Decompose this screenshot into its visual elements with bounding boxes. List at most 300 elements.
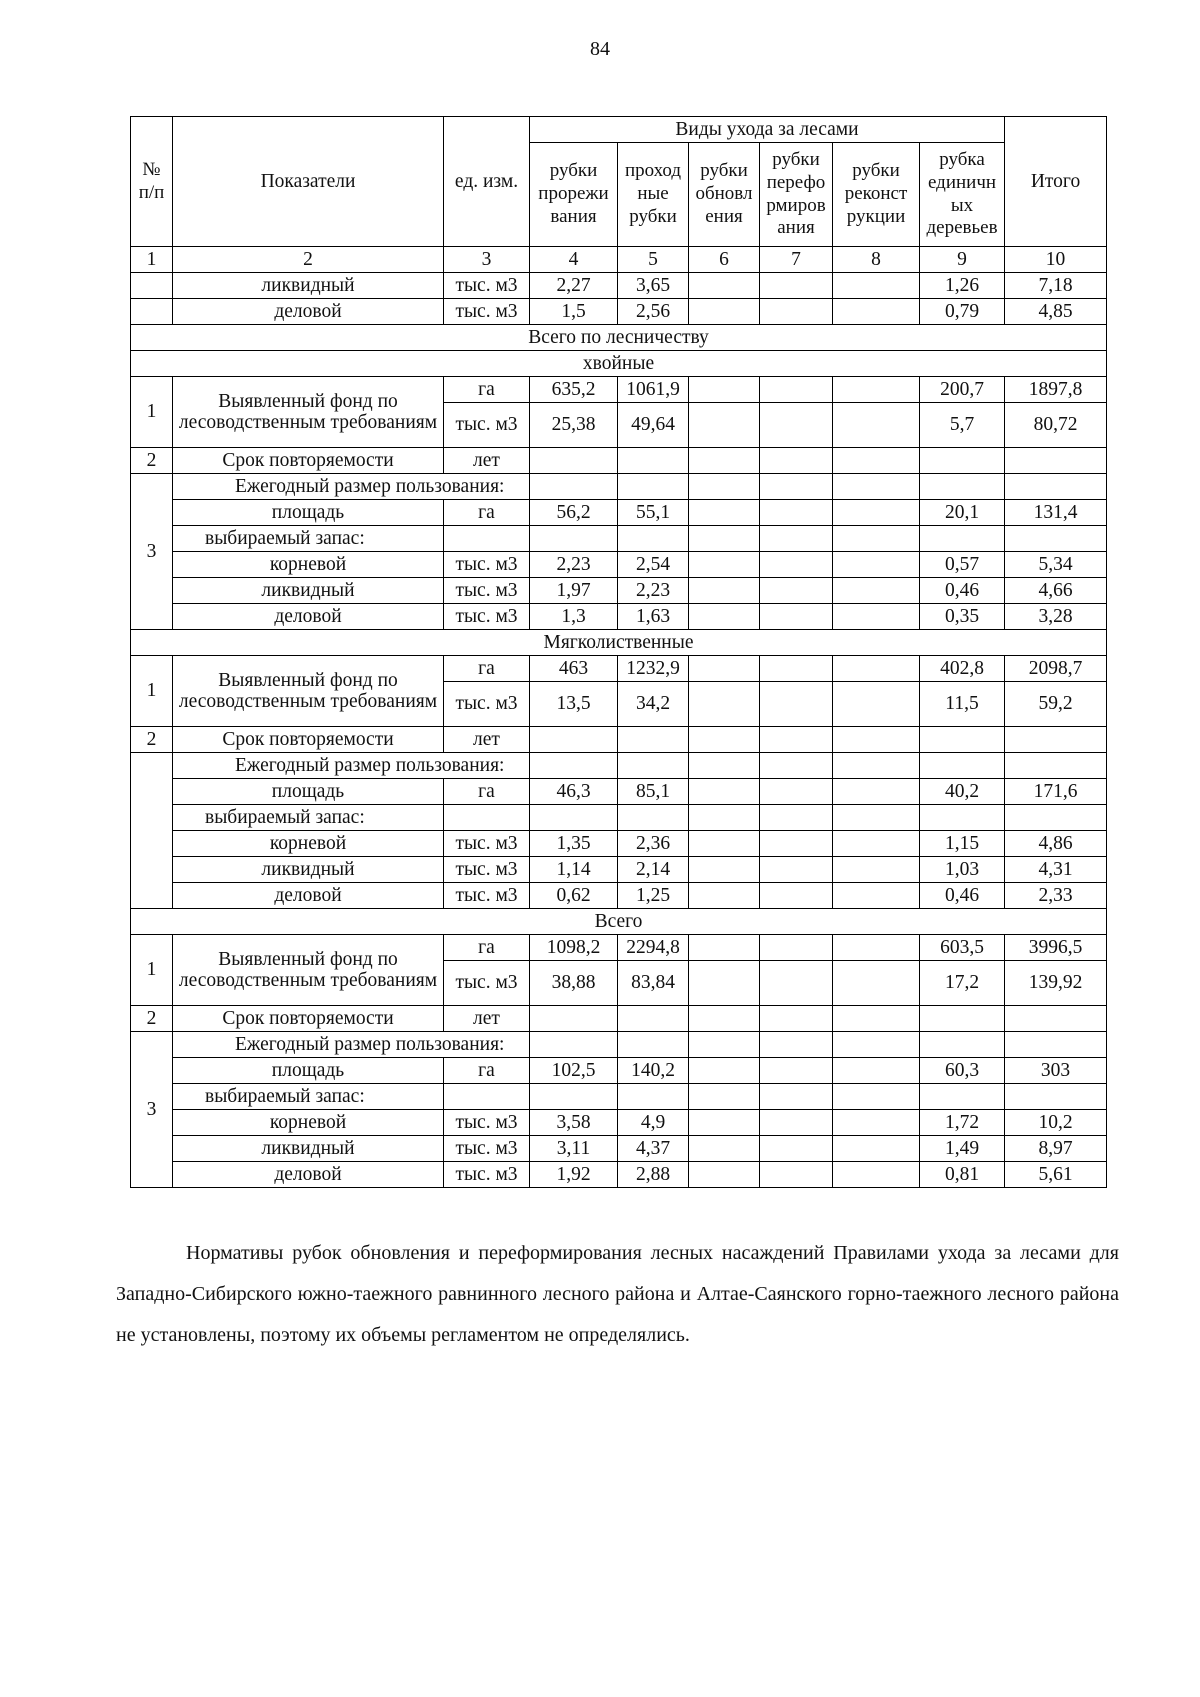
indicator-name: выбираемый запас: (173, 805, 444, 831)
section-heading-row (131, 325, 1107, 351)
value-renewal (689, 448, 760, 474)
indicator-name: Срок повторяемости (173, 448, 444, 474)
indicator-name: Срок повторяемости (173, 1006, 444, 1032)
value-single-tree: 603,5 (920, 935, 1005, 961)
value-reconstruction (833, 961, 920, 1006)
value-thinning: 1,92 (530, 1162, 618, 1188)
unit-cell (444, 1084, 530, 1110)
col-number: 3 (444, 247, 530, 273)
group-heading: Всего (131, 909, 1107, 935)
value-total: 303 (1005, 1058, 1107, 1084)
value-renewal (689, 1032, 760, 1058)
value-reconstruction (833, 831, 920, 857)
group-heading-row (131, 630, 1107, 656)
value-single-tree: 1,49 (920, 1136, 1005, 1162)
value-passage: 2,14 (618, 857, 689, 883)
unit-cell: лет (444, 727, 530, 753)
group-heading-row (131, 351, 1107, 377)
header-indicator: Показатели (173, 117, 444, 247)
value-renewal (689, 779, 760, 805)
row-number: 1 (131, 656, 173, 727)
usage-row (131, 552, 1107, 578)
value-renewal (689, 857, 760, 883)
usage-row (131, 1084, 1107, 1110)
col-number: 1 (131, 247, 173, 273)
col-number: 4 (530, 247, 618, 273)
value-total (1005, 448, 1107, 474)
usage-row (131, 1162, 1107, 1188)
value-total (1005, 1032, 1107, 1058)
value-reconstruction (833, 526, 920, 552)
value-passage: 3,65 (618, 273, 689, 299)
indicator-name: корневой (173, 1110, 444, 1136)
usage-row (131, 474, 1107, 500)
value-passage (618, 1084, 689, 1110)
value-total (1005, 474, 1107, 500)
value-single-tree (920, 474, 1005, 500)
indicator-name: корневой (173, 831, 444, 857)
value-reconstruction (833, 656, 920, 682)
value-thinning: 1,5 (530, 299, 618, 325)
value-reformation (760, 805, 833, 831)
value-reconstruction (833, 1136, 920, 1162)
indicator-name: площадь (173, 1058, 444, 1084)
value-thinning: 102,5 (530, 1058, 618, 1084)
value-reformation (760, 831, 833, 857)
value-passage: 2,56 (618, 299, 689, 325)
value-reconstruction (833, 1058, 920, 1084)
value-single-tree: 40,2 (920, 779, 1005, 805)
value-renewal (689, 273, 760, 299)
col-number: 9 (920, 247, 1005, 273)
value-reconstruction (833, 403, 920, 448)
value-reformation (760, 403, 833, 448)
indicator-name: деловой (173, 1162, 444, 1188)
value-renewal (689, 831, 760, 857)
value-total: 4,85 (1005, 299, 1107, 325)
value-reconstruction (833, 935, 920, 961)
header-num: № п/п (131, 117, 173, 247)
value-single-tree: 17,2 (920, 961, 1005, 1006)
header-type-reconstruction: рубки реконст рукции (833, 143, 920, 247)
value-passage (618, 753, 689, 779)
value-reformation (760, 727, 833, 753)
value-reformation (760, 753, 833, 779)
value-total: 3996,5 (1005, 935, 1107, 961)
value-thinning: 635,2 (530, 377, 618, 403)
value-renewal (689, 1058, 760, 1084)
value-total: 10,2 (1005, 1110, 1107, 1136)
value-total: 1897,8 (1005, 377, 1107, 403)
value-reformation (760, 377, 833, 403)
indicator-name: ликвидный (173, 273, 444, 299)
value-passage: 2,36 (618, 831, 689, 857)
value-reformation (760, 448, 833, 474)
value-single-tree (920, 1006, 1005, 1032)
value-renewal (689, 1136, 760, 1162)
value-thinning (530, 1032, 618, 1058)
row-number: 3 (131, 474, 173, 630)
value-single-tree: 20,1 (920, 500, 1005, 526)
value-reconstruction (833, 377, 920, 403)
unit-cell: тыс. м3 (444, 1110, 530, 1136)
usage-row (131, 500, 1107, 526)
value-passage (618, 727, 689, 753)
value-renewal (689, 961, 760, 1006)
indicator-name: Выявленный фонд по лесоводственным требованиям (173, 377, 444, 448)
usage-row (131, 578, 1107, 604)
value-renewal (689, 299, 760, 325)
group-heading: Мягколиственные (131, 630, 1107, 656)
indicator-name: Ежегодный размер пользования: (173, 1032, 530, 1058)
row-number: 2 (131, 727, 173, 753)
value-passage (618, 448, 689, 474)
value-reconstruction (833, 552, 920, 578)
value-reformation (760, 1084, 833, 1110)
value-thinning: 13,5 (530, 682, 618, 727)
value-reformation (760, 604, 833, 630)
value-renewal (689, 1110, 760, 1136)
value-reformation (760, 500, 833, 526)
value-renewal (689, 935, 760, 961)
unit-cell: лет (444, 448, 530, 474)
value-reconstruction (833, 299, 920, 325)
value-renewal (689, 1084, 760, 1110)
value-single-tree: 1,15 (920, 831, 1005, 857)
value-renewal (689, 474, 760, 500)
indicator-name: Ежегодный размер пользования: (173, 474, 530, 500)
value-single-tree (920, 805, 1005, 831)
value-thinning: 2,27 (530, 273, 618, 299)
usage-row (131, 753, 1107, 779)
value-passage (618, 526, 689, 552)
indicator-name: деловой (173, 299, 444, 325)
value-reconstruction (833, 500, 920, 526)
unit-cell: тыс. м3 (444, 1162, 530, 1188)
value-total: 139,92 (1005, 961, 1107, 1006)
fund-row (131, 377, 1107, 403)
value-reformation (760, 1110, 833, 1136)
value-reformation (760, 526, 833, 552)
value-reformation (760, 961, 833, 1006)
value-total (1005, 1084, 1107, 1110)
value-passage: 2,23 (618, 578, 689, 604)
indicator-name: выбираемый запас: (173, 526, 444, 552)
usage-row (131, 857, 1107, 883)
value-reformation (760, 578, 833, 604)
indicator-name: площадь (173, 779, 444, 805)
value-passage: 49,64 (618, 403, 689, 448)
unit-cell: га (444, 1058, 530, 1084)
column-numbers-row (131, 247, 1107, 273)
value-thinning: 3,11 (530, 1136, 618, 1162)
value-single-tree: 1,26 (920, 273, 1005, 299)
value-single-tree: 0,35 (920, 604, 1005, 630)
period-row (131, 448, 1107, 474)
value-passage: 2,88 (618, 1162, 689, 1188)
value-total: 2,33 (1005, 883, 1107, 909)
indicator-name: Выявленный фонд по лесоводственным требованиям (173, 935, 444, 1006)
value-reconstruction (833, 604, 920, 630)
value-passage: 1,63 (618, 604, 689, 630)
usage-row (131, 1110, 1107, 1136)
indicator-name: корневой (173, 552, 444, 578)
value-reconstruction (833, 1006, 920, 1032)
value-single-tree: 11,5 (920, 682, 1005, 727)
indicator-name: Ежегодный размер пользования: (173, 753, 530, 779)
row-number (131, 753, 173, 909)
value-total: 2098,7 (1005, 656, 1107, 682)
value-single-tree: 0,46 (920, 578, 1005, 604)
value-reformation (760, 1032, 833, 1058)
value-single-tree: 0,79 (920, 299, 1005, 325)
value-total: 5,61 (1005, 1162, 1107, 1188)
value-reformation (760, 656, 833, 682)
value-thinning: 0,62 (530, 883, 618, 909)
value-renewal (689, 1162, 760, 1188)
value-thinning: 2,23 (530, 552, 618, 578)
unit-cell: тыс. м3 (444, 604, 530, 630)
value-total: 131,4 (1005, 500, 1107, 526)
value-total (1005, 727, 1107, 753)
value-reconstruction (833, 883, 920, 909)
value-renewal (689, 403, 760, 448)
value-reconstruction (833, 1110, 920, 1136)
value-passage (618, 1032, 689, 1058)
value-reconstruction (833, 273, 920, 299)
unit-cell: га (444, 656, 530, 682)
value-thinning: 1,35 (530, 831, 618, 857)
usage-row (131, 805, 1107, 831)
value-passage: 1061,9 (618, 377, 689, 403)
value-single-tree: 0,81 (920, 1162, 1005, 1188)
row-number: 2 (131, 1006, 173, 1032)
body-paragraph: Нормативы рубок обновления и переформирования лесных насаждений Правилами ухода за лесами для Западно-Сибирского южно-таежного равнинного лесного района и Алтае-Саянского горно-таежного лесного района не установлены, поэтому их объемы регламентом не определялись. (116, 1242, 1119, 1346)
value-passage: 1232,9 (618, 656, 689, 682)
value-renewal (689, 377, 760, 403)
value-renewal (689, 656, 760, 682)
value-reformation (760, 552, 833, 578)
value-reformation (760, 474, 833, 500)
indicator-name: площадь (173, 500, 444, 526)
group-heading: хвойные (131, 351, 1107, 377)
usage-row (131, 831, 1107, 857)
value-reconstruction (833, 1032, 920, 1058)
value-reformation (760, 779, 833, 805)
value-total: 4,66 (1005, 578, 1107, 604)
indicator-name: ликвидный (173, 1136, 444, 1162)
value-reconstruction (833, 857, 920, 883)
row-number: 1 (131, 377, 173, 448)
indicator-name: Выявленный фонд по лесоводственным требованиям (173, 656, 444, 727)
value-total (1005, 753, 1107, 779)
value-thinning: 3,58 (530, 1110, 618, 1136)
row-number: 1 (131, 935, 173, 1006)
header-unit: ед. изм. (444, 117, 530, 247)
col-number: 10 (1005, 247, 1107, 273)
unit-cell: тыс. м3 (444, 831, 530, 857)
value-single-tree: 1,03 (920, 857, 1005, 883)
value-renewal (689, 552, 760, 578)
value-total: 80,72 (1005, 403, 1107, 448)
value-total: 4,86 (1005, 831, 1107, 857)
usage-row (131, 604, 1107, 630)
unit-cell: га (444, 500, 530, 526)
value-passage: 4,9 (618, 1110, 689, 1136)
section-heading: Всего по лесничеству (131, 325, 1107, 351)
value-thinning: 56,2 (530, 500, 618, 526)
forest-care-table (130, 116, 1107, 1188)
continued-row (131, 299, 1107, 325)
value-single-tree (920, 727, 1005, 753)
header-type-renewal: рубки обновл ения (689, 143, 760, 247)
row-number: 3 (131, 1032, 173, 1188)
value-thinning (530, 805, 618, 831)
value-total: 7,18 (1005, 273, 1107, 299)
value-thinning (530, 474, 618, 500)
period-row (131, 727, 1107, 753)
value-passage (618, 805, 689, 831)
value-passage: 55,1 (618, 500, 689, 526)
value-passage: 83,84 (618, 961, 689, 1006)
indicator-name: выбираемый запас: (173, 1084, 444, 1110)
unit-cell: га (444, 935, 530, 961)
value-reformation (760, 935, 833, 961)
page-number: 84 (590, 38, 610, 60)
row-number: 2 (131, 448, 173, 474)
value-reformation (760, 1058, 833, 1084)
unit-cell: тыс. м3 (444, 273, 530, 299)
value-total (1005, 526, 1107, 552)
value-passage (618, 1006, 689, 1032)
col-number: 8 (833, 247, 920, 273)
value-total: 5,34 (1005, 552, 1107, 578)
value-total: 8,97 (1005, 1136, 1107, 1162)
value-single-tree: 0,57 (920, 552, 1005, 578)
row-number (131, 273, 173, 299)
unit-cell (444, 526, 530, 552)
header-care-types: Виды ухода за лесами (530, 117, 1005, 143)
value-single-tree: 200,7 (920, 377, 1005, 403)
value-reformation (760, 1162, 833, 1188)
value-reconstruction (833, 753, 920, 779)
usage-row (131, 1136, 1107, 1162)
value-reconstruction (833, 578, 920, 604)
unit-cell: тыс. м3 (444, 1136, 530, 1162)
value-renewal (689, 805, 760, 831)
indicator-name: ликвидный (173, 578, 444, 604)
value-total: 3,28 (1005, 604, 1107, 630)
col-number: 2 (173, 247, 444, 273)
value-single-tree: 1,72 (920, 1110, 1005, 1136)
value-single-tree: 0,46 (920, 883, 1005, 909)
value-renewal (689, 1006, 760, 1032)
value-total (1005, 1006, 1107, 1032)
value-thinning (530, 1006, 618, 1032)
unit-cell: тыс. м3 (444, 961, 530, 1006)
value-reformation (760, 682, 833, 727)
header-total: Итого (1005, 117, 1107, 247)
value-reconstruction (833, 1084, 920, 1110)
value-single-tree: 5,7 (920, 403, 1005, 448)
value-reconstruction (833, 727, 920, 753)
value-reconstruction (833, 779, 920, 805)
header-type-thinning: рубки прорежи вания (530, 143, 618, 247)
value-reformation (760, 299, 833, 325)
value-single-tree (920, 526, 1005, 552)
usage-row (131, 779, 1107, 805)
value-reconstruction (833, 474, 920, 500)
value-reconstruction (833, 1162, 920, 1188)
value-single-tree (920, 753, 1005, 779)
fund-row (131, 935, 1107, 961)
value-thinning (530, 727, 618, 753)
value-total (1005, 805, 1107, 831)
unit-cell: тыс. м3 (444, 403, 530, 448)
usage-row (131, 883, 1107, 909)
unit-cell: тыс. м3 (444, 299, 530, 325)
value-total: 59,2 (1005, 682, 1107, 727)
value-passage: 2,54 (618, 552, 689, 578)
unit-cell: тыс. м3 (444, 682, 530, 727)
value-thinning (530, 526, 618, 552)
value-renewal (689, 500, 760, 526)
fund-row (131, 656, 1107, 682)
value-passage: 34,2 (618, 682, 689, 727)
col-number: 5 (618, 247, 689, 273)
value-thinning: 38,88 (530, 961, 618, 1006)
col-number: 7 (760, 247, 833, 273)
value-reformation (760, 1006, 833, 1032)
indicator-name: деловой (173, 604, 444, 630)
usage-row (131, 1058, 1107, 1084)
header-type-passage: проход ные рубки (618, 143, 689, 247)
value-thinning: 1,14 (530, 857, 618, 883)
value-reconstruction (833, 805, 920, 831)
col-number: 6 (689, 247, 760, 273)
header-type-single-tree: рубка единичн ых деревьев (920, 143, 1005, 247)
value-passage (618, 474, 689, 500)
value-thinning (530, 753, 618, 779)
value-single-tree: 402,8 (920, 656, 1005, 682)
value-thinning (530, 448, 618, 474)
header-type-reformation: рубки перефо рмиров ания (760, 143, 833, 247)
value-total: 4,31 (1005, 857, 1107, 883)
value-thinning: 1,97 (530, 578, 618, 604)
unit-cell: га (444, 779, 530, 805)
value-renewal (689, 578, 760, 604)
value-reconstruction (833, 448, 920, 474)
value-thinning (530, 1084, 618, 1110)
indicator-name: ликвидный (173, 857, 444, 883)
unit-cell (444, 805, 530, 831)
value-renewal (689, 883, 760, 909)
value-renewal (689, 604, 760, 630)
period-row (131, 1006, 1107, 1032)
value-passage: 85,1 (618, 779, 689, 805)
unit-cell: тыс. м3 (444, 857, 530, 883)
value-thinning: 1,3 (530, 604, 618, 630)
unit-cell: тыс. м3 (444, 883, 530, 909)
value-single-tree (920, 1032, 1005, 1058)
value-reformation (760, 1136, 833, 1162)
usage-row (131, 1032, 1107, 1058)
indicator-name: деловой (173, 883, 444, 909)
value-thinning: 1098,2 (530, 935, 618, 961)
value-reformation (760, 883, 833, 909)
unit-cell: лет (444, 1006, 530, 1032)
value-thinning: 46,3 (530, 779, 618, 805)
